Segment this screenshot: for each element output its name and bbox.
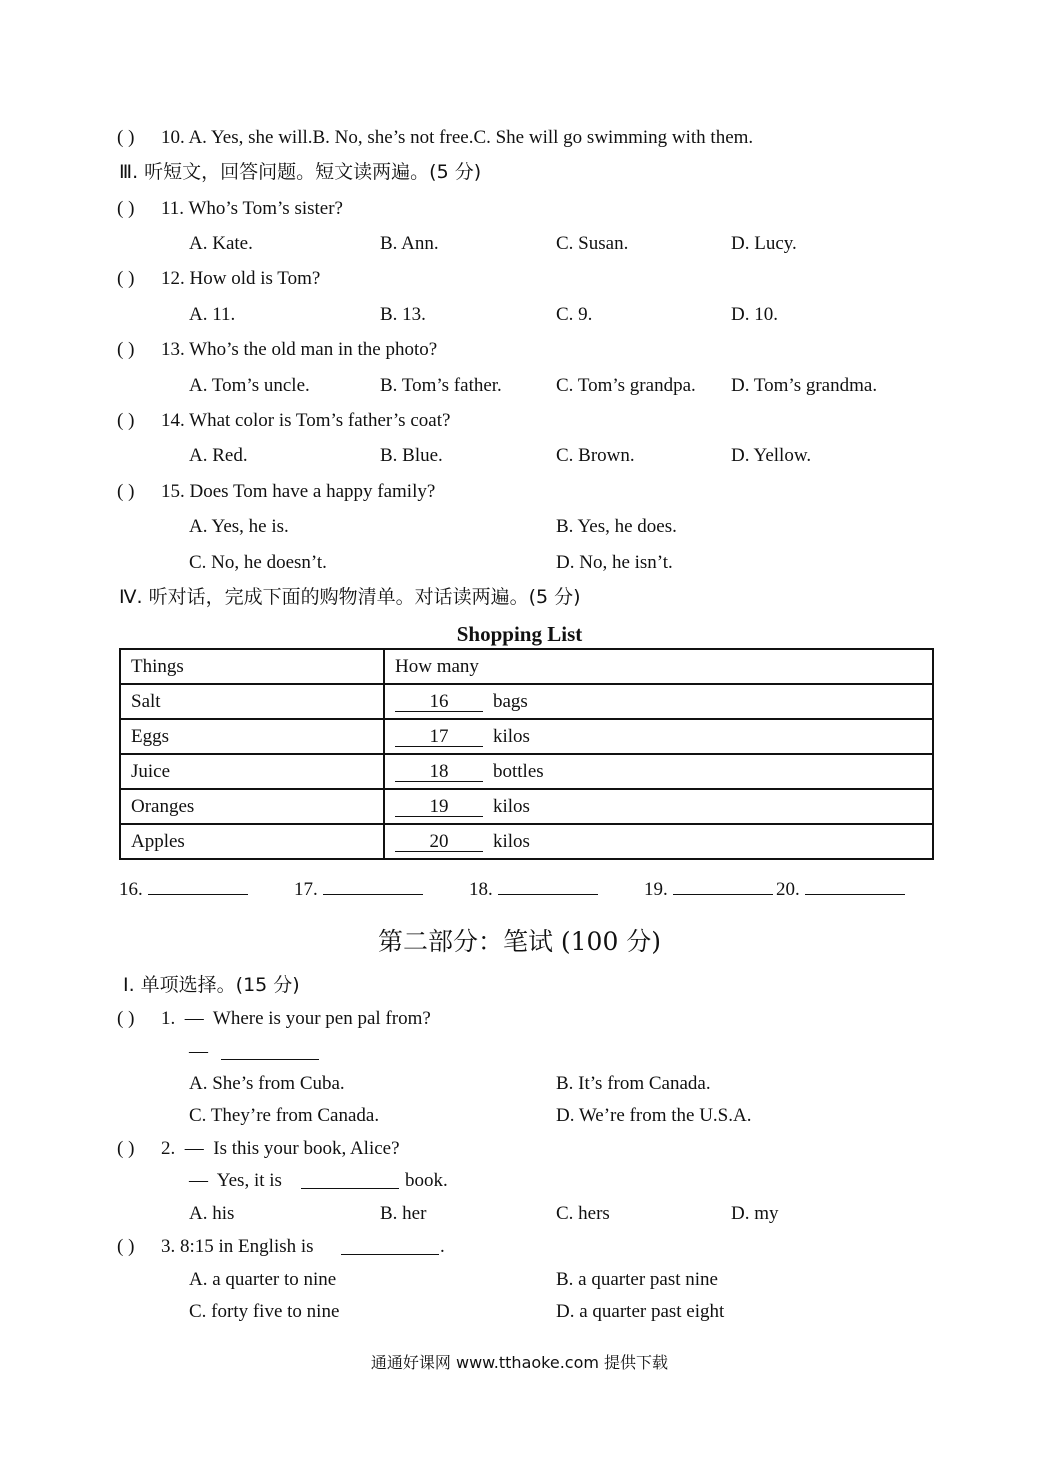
quantity-cell (384, 789, 933, 824)
question-14: 14. What color is Tom’s father’s coat? (161, 410, 451, 431)
option-d: D. a quarter past eight (556, 1301, 725, 1322)
blank-label: 19. (644, 879, 668, 900)
reply-text-end: book. (405, 1170, 448, 1191)
thing-cell: Eggs (120, 719, 384, 754)
blank-label: 17. (294, 879, 318, 900)
option-d: D. Tom’s grandma. (731, 375, 878, 396)
option-c: C. forty five to nine (189, 1301, 340, 1322)
option-c: C. 9. (556, 304, 593, 325)
blank-label: 20. (776, 879, 800, 900)
option-a: A. Yes, he is. (189, 516, 289, 537)
blank-number: 17 (395, 728, 483, 747)
option-d: D. Lucy. (731, 233, 797, 254)
option-a: A. Kate. (189, 233, 253, 254)
option-b: B. her (380, 1203, 427, 1224)
quantity-cell (384, 754, 933, 789)
answer-paren: ( ) (117, 410, 135, 431)
option-b: B. a quarter past nine (556, 1269, 718, 1290)
table-header-row (120, 649, 933, 684)
table-row (120, 824, 933, 859)
quantity-cell (384, 684, 933, 719)
option-d: D. We’re from the U.S.A. (556, 1105, 752, 1126)
blank-line (498, 878, 598, 895)
option-a: A. a quarter to nine (189, 1269, 337, 1290)
quantity-cell (384, 824, 933, 859)
question-12: 12. How old is Tom? (161, 268, 321, 289)
blank-number: 16 (395, 693, 483, 712)
section-3-heading: Ⅲ. 听短文，回答问题。短文读两遍。(5 分) (119, 161, 482, 183)
answer-blank-17[interactable] (294, 878, 423, 901)
option-d: D. 10. (731, 304, 778, 325)
answer-paren: ( ) (117, 1138, 135, 1159)
option-a: A. Tom’s uncle. (189, 375, 310, 396)
shopping-list-table (119, 648, 934, 860)
unit-label: bags (493, 690, 528, 712)
option-c: C. Tom’s grandpa. (556, 375, 696, 396)
blank-line[interactable] (221, 1059, 319, 1060)
option-b: B. Yes, he does. (556, 516, 677, 537)
part-2-heading: 第二部分：笔试 (100 分) (377, 927, 662, 956)
blank-line[interactable] (301, 1188, 399, 1189)
written-question-3: 3. 8:15 in English is (161, 1236, 314, 1257)
thing-cell: Salt (120, 684, 384, 719)
unit-label: kilos (493, 795, 530, 817)
blank-line (148, 878, 248, 895)
option-c: C. Susan. (556, 233, 629, 254)
answer-blank-20[interactable] (776, 878, 905, 901)
question-11: 11. Who’s Tom’s sister? (161, 198, 343, 219)
option-b: B. It’s from Canada. (556, 1073, 711, 1094)
option-d: D. No, he isn’t. (556, 552, 673, 573)
table-row (120, 754, 933, 789)
option-c: C. Brown. (556, 445, 635, 466)
option-b: B. Ann. (380, 233, 439, 254)
section-4-heading: Ⅳ. 听对话，完成下面的购物清单。对话读两遍。(5 分) (119, 586, 581, 608)
blank-label: 18. (469, 879, 493, 900)
question-15: 15. Does Tom have a happy family? (161, 481, 436, 502)
answer-blank-19[interactable] (644, 878, 773, 901)
option-b: B. Blue. (380, 445, 443, 466)
answer-paren: ( ) (117, 268, 135, 289)
option-c: C. They’re from Canada. (189, 1105, 380, 1126)
reply-text: — Yes, it is (189, 1170, 282, 1191)
stem-period: . (440, 1236, 445, 1257)
column-header-things: Things (120, 649, 384, 684)
reply-dash: — (189, 1041, 208, 1062)
written-question-1: 1. — Where is your pen pal from? (161, 1008, 431, 1029)
option-a: A. She’s from Cuba. (189, 1073, 345, 1094)
blank-number: 18 (395, 763, 483, 782)
option-b: B. 13. (380, 304, 426, 325)
answer-paren: ( ) (117, 127, 135, 148)
unit-label: bottles (493, 760, 544, 782)
answer-paren: ( ) (117, 481, 135, 502)
thing-cell: Apples (120, 824, 384, 859)
answer-blank-18[interactable] (469, 878, 598, 901)
option-c: C. hers (556, 1203, 610, 1224)
answer-blank-16[interactable] (119, 878, 248, 901)
table-row (120, 684, 933, 719)
option-a: A. Red. (189, 445, 248, 466)
table-row (120, 789, 933, 824)
option-d: D. Yellow. (731, 445, 812, 466)
shopping-list-title: Shopping List (456, 622, 583, 646)
written-question-2: 2. — Is this your book, Alice? (161, 1138, 400, 1159)
question-13: 13. Who’s the old man in the photo? (161, 339, 438, 360)
column-header-how-many: How many (384, 649, 933, 684)
blank-line (805, 878, 905, 895)
option-d: D. my (731, 1203, 779, 1224)
blank-number: 19 (395, 798, 483, 817)
unit-label: kilos (493, 725, 530, 747)
blank-line (673, 878, 773, 895)
blank-number: 20 (395, 833, 483, 852)
section-1-heading: Ⅰ. 单项选择。(15 分) (123, 974, 300, 996)
answer-paren: ( ) (117, 198, 135, 219)
option-c: C. No, he doesn’t. (189, 552, 327, 573)
blank-line[interactable] (341, 1254, 439, 1255)
option-b: B. Tom’s father. (380, 375, 502, 396)
blank-line (323, 878, 423, 895)
answer-paren: ( ) (117, 339, 135, 360)
table-row (120, 719, 933, 754)
option-a: A. his (189, 1203, 235, 1224)
quantity-cell (384, 719, 933, 754)
answer-paren: ( ) (117, 1008, 135, 1029)
blank-label: 16. (119, 879, 143, 900)
thing-cell: Oranges (120, 789, 384, 824)
question-10: 10. A. Yes, she will.B. No, she’s not free.C. She will go swimming with them. (161, 127, 754, 148)
option-a: A. 11. (189, 304, 236, 325)
thing-cell: Juice (120, 754, 384, 789)
unit-label: kilos (493, 830, 530, 852)
answer-paren: ( ) (117, 1236, 135, 1257)
page-footer: 通通好课网 www.tthaoke.com 提供下载 (370, 1353, 669, 1372)
